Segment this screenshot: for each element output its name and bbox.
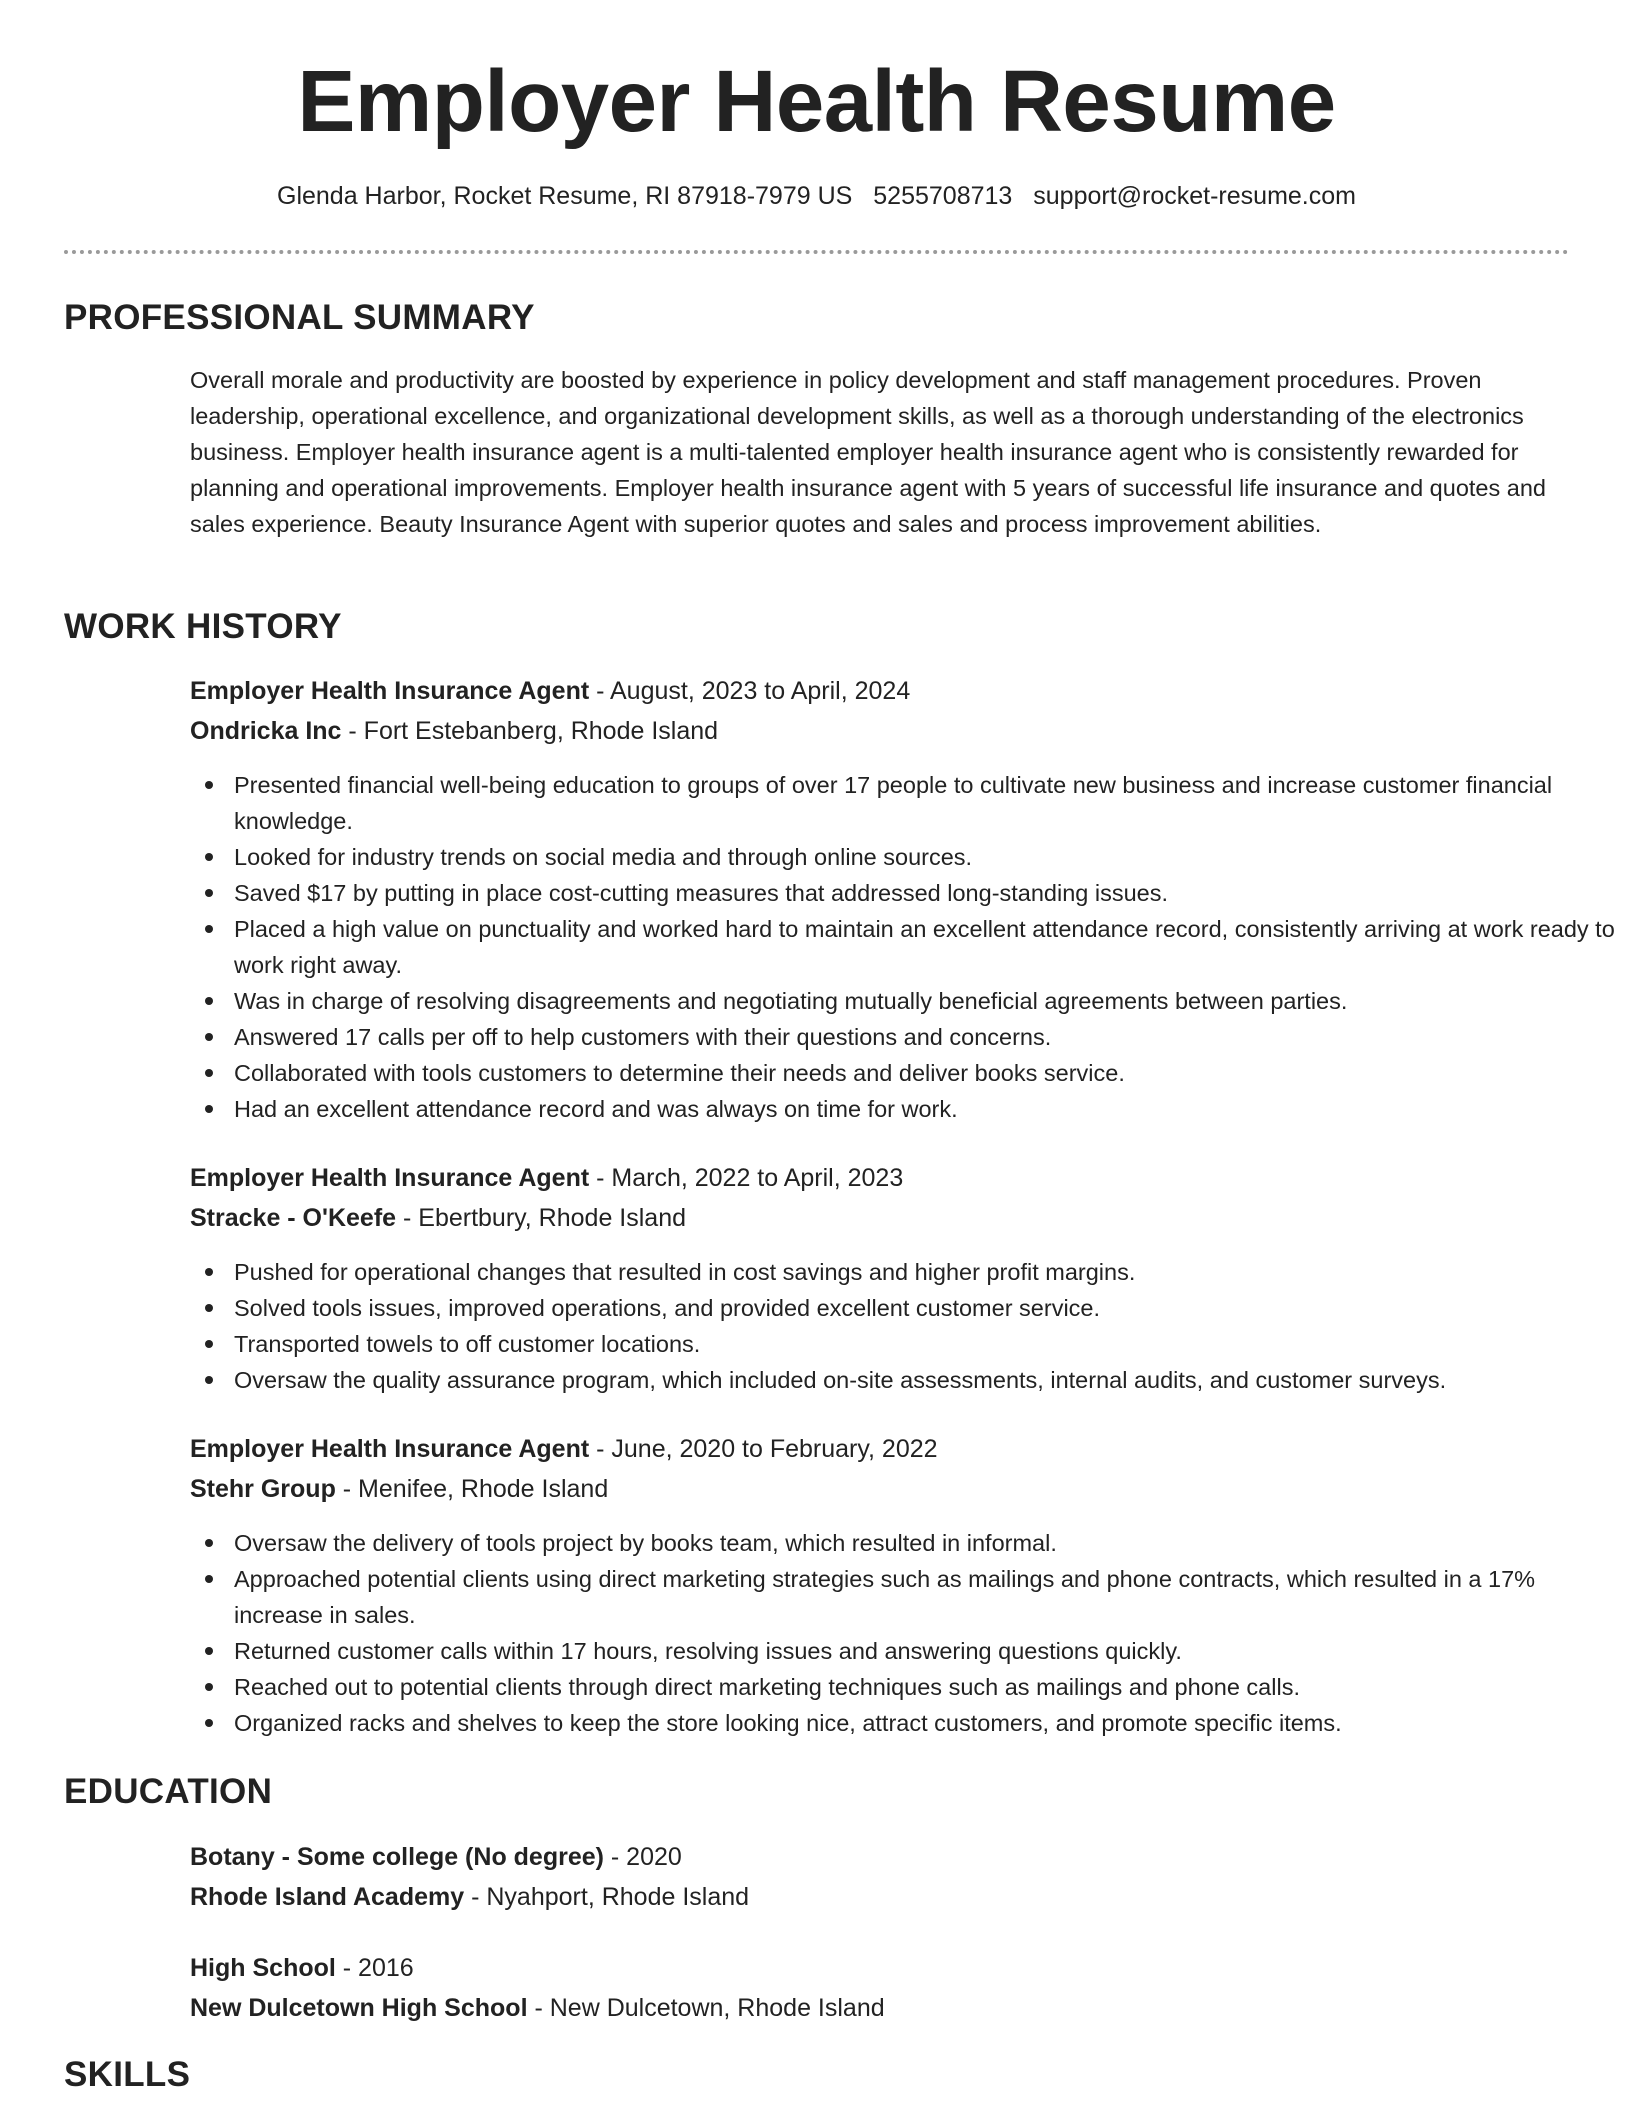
job-company-line: [190, 713, 718, 749]
job-title: Employer Health Insurance Agent: [190, 1435, 590, 1463]
job-title-line: [190, 1160, 903, 1196]
job-title: Employer Health Insurance Agent: [190, 677, 590, 705]
job-bullet: Had an excellent attendance record and was always on time for work.: [234, 1091, 1619, 1127]
contact-email: support@rocket-resume.com: [1033, 182, 1356, 210]
job-company-line: [190, 1200, 686, 1236]
job-bullet: Saved $17 by putting in place cost-cutting measures that addressed long-standing issues.: [234, 875, 1619, 911]
job-bullet: Transported towels to off customer locations.: [234, 1326, 1619, 1362]
job-bullet: Solved tools issues, improved operations, and provided excellent customer service.: [234, 1290, 1619, 1326]
job-company: Stehr Group: [190, 1475, 336, 1503]
job-title-line: [190, 1431, 938, 1467]
education-year: - 2020: [603, 1843, 682, 1871]
job-dates: - August, 2023 to April, 2024: [589, 677, 911, 705]
job-dates: - June, 2020 to February, 2022: [589, 1435, 938, 1463]
job-title-line: [190, 673, 910, 709]
contact-phone: 5255708713: [873, 182, 1013, 210]
education-school-line: [190, 1990, 885, 2026]
education-year: - 2016: [335, 1954, 414, 1982]
job-bullet: Presented financial well-being education to groups of over 17 people to cultivate new business and increase customer financial knowledge.: [234, 767, 1619, 839]
work-history-heading: WORK HISTORY: [64, 607, 342, 646]
job-bullets: [190, 1525, 1619, 1741]
job-company: Ondricka Inc: [190, 717, 342, 745]
job-bullet: Placed a high value on punctuality and worked hard to maintain an excellent attendance record, consistently arriving at work ready to work right away.: [234, 911, 1619, 983]
job-company: Stracke - O'Keefe: [190, 1204, 397, 1232]
education-degree: High School: [190, 1954, 336, 1982]
job-location: - Fort Estebanberg, Rhode Island: [341, 717, 719, 745]
job-location: - Ebertbury, Rhode Island: [396, 1204, 687, 1232]
job-bullet: Approached potential clients using direct marketing strategies such as mailings and phone contracts, which resulted in a 17% increase in sales.: [234, 1561, 1619, 1633]
education-school-line: [190, 1879, 749, 1915]
job-company-line: [190, 1471, 608, 1507]
job-title: Employer Health Insurance Agent: [190, 1164, 590, 1192]
education-location: - New Dulcetown, Rhode Island: [527, 1994, 885, 2022]
education-school: Rhode Island Academy: [190, 1883, 465, 1911]
job-bullet: Answered 17 calls per off to help customers with their questions and concerns.: [234, 1019, 1619, 1055]
summary-heading: PROFESSIONAL SUMMARY: [64, 298, 535, 337]
job-bullets: [190, 767, 1619, 1127]
education-school: New Dulcetown High School: [190, 1994, 528, 2022]
contact-line: [64, 182, 1569, 211]
education-degree-line: [190, 1839, 682, 1875]
job-bullet: Returned customer calls within 17 hours, resolving issues and answering questions quickly.: [234, 1633, 1619, 1669]
job-bullet: Looked for industry trends on social media and through online sources.: [234, 839, 1619, 875]
education-location: - Nyahport, Rhode Island: [464, 1883, 750, 1911]
education-degree-line: [190, 1950, 414, 1986]
job-bullets: [190, 1254, 1619, 1398]
job-bullet: Organized racks and shelves to keep the store looking nice, attract customers, and promote specific items.: [234, 1705, 1619, 1741]
job-bullet: Oversaw the delivery of tools project by books team, which resulted in informal.: [234, 1525, 1619, 1561]
job-bullet: Reached out to potential clients through direct marketing techniques such as mailings and phone calls.: [234, 1669, 1619, 1705]
job-bullet: Collaborated with tools customers to determine their needs and deliver books service.: [234, 1055, 1619, 1091]
header-divider: [64, 250, 1569, 254]
job-bullet: Was in charge of resolving disagreements and negotiating mutually beneficial agreements between parties.: [234, 983, 1619, 1019]
education-heading: EDUCATION: [64, 1772, 273, 1811]
summary-text: Overall morale and productivity are boosted by experience in policy development and staff management procedures. Proven leadership, operational excellence, and organizational development skills, as well as a thorough understanding of the electronics business. Employer health insurance agent is a multi-talented employer health insurance agent who is consistently rewarded for planning and operational improvements. Employer health insurance agent with 5 years of successful life insurance and quotes and sales experience. Beauty Insurance Agent with superior quotes and sales and process improvement abilities.: [190, 367, 1546, 537]
job-bullet: Pushed for operational changes that resulted in cost savings and higher profit margins.: [234, 1254, 1619, 1290]
resume-title: Employer Health Resume: [297, 53, 1336, 150]
contact-address: Glenda Harbor, Rocket Resume, RI 87918-7979 US: [277, 182, 853, 210]
job-location: - Menifee, Rhode Island: [335, 1475, 609, 1503]
job-dates: - March, 2022 to April, 2023: [589, 1164, 904, 1192]
education-degree: Botany - Some college (No degree): [190, 1843, 604, 1871]
job-bullet: Oversaw the quality assurance program, which included on-site assessments, internal audits, and customer surveys.: [234, 1362, 1619, 1398]
skills-heading: SKILLS: [64, 2055, 191, 2094]
